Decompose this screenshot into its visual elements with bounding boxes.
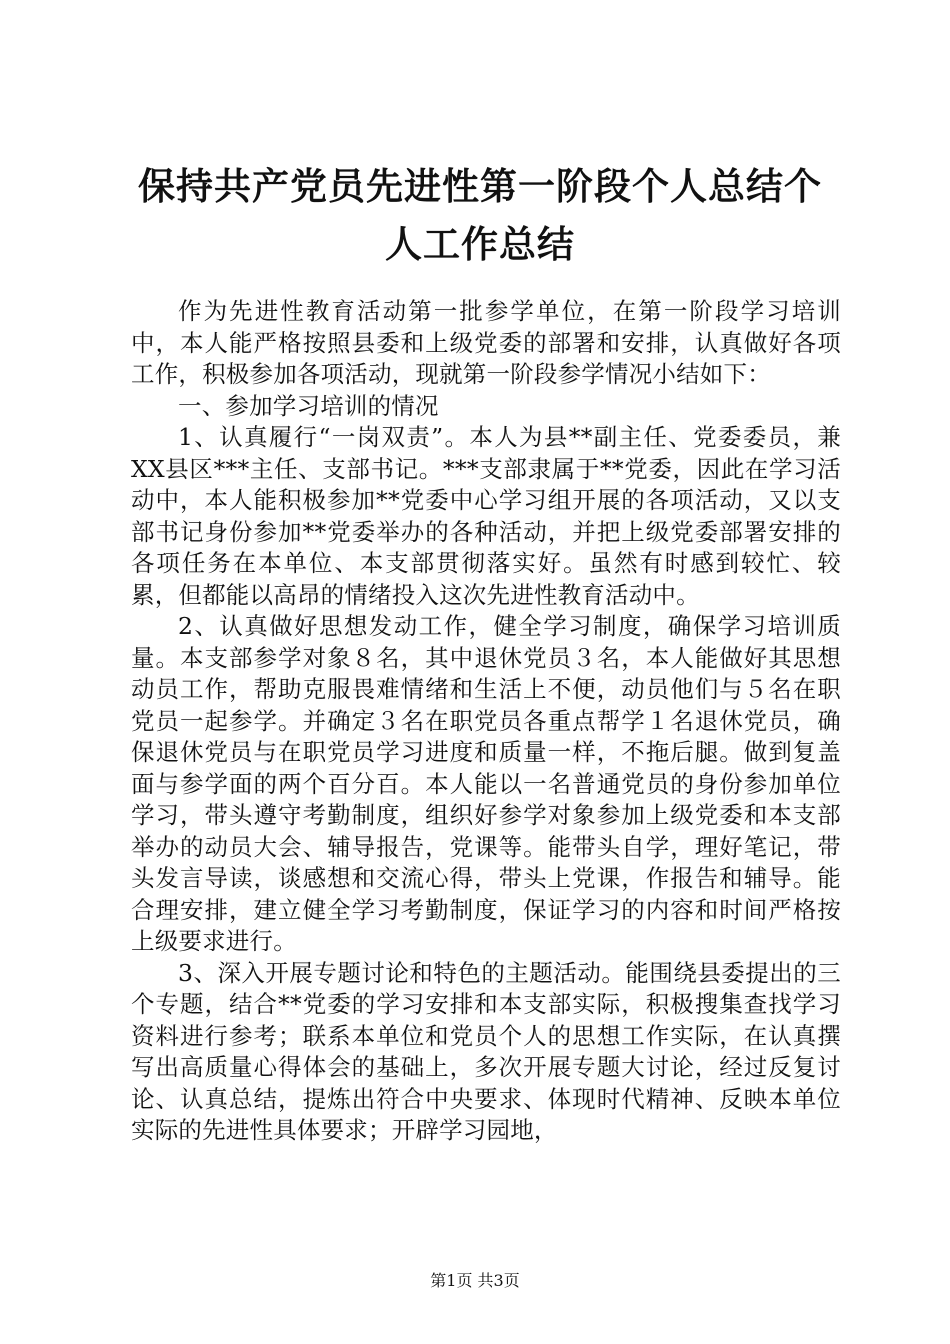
paragraph-item-1: 1、认真履行“一岗双责”。本人为县**副主任、党委委员，兼XX县区***主任、支部书记。***支部隶属于**党委，因此在学习活动中，本人能积极参加**党委中心学习组开展的各项活动，又以支部书记身份参加**党委举办的各种活动，并把上级党委部署安排的各项任务在本单位、本支部贯彻落实好。虽然有时感到较忙、较累，但都能以高昂的情绪投入这次先进性教育活动中。 [131, 423, 841, 609]
paragraph-item-3: 3、深入开展专题讨论和特色的主题活动。能围绕县委提出的三个专题，结合**党委的学习安排和本支部实际，积极搜集查找学习资料进行参考；联系本单位和党员个人的思想工作实际，在认真撰写出高质量心得体会的基础上，多次开展专题大讨论，经过反复讨论、认真总结，提炼出符合中央要求、体现时代精神、反映本单位实际的先进性具体要求；开辟学习园地， [131, 958, 841, 1144]
document-body [131, 296, 841, 1147]
paragraph-intro: 作为先进性教育活动第一批参学单位，在第一阶段学习培训中，本人能严格按照县委和上级党委的部署和安排，认真做好各项工作，积极参加各项活动，现就第一阶段参学情况小结如下： [131, 297, 841, 388]
document-title: 保持共产党员先进性第一阶段个人总结个人工作总结 [138, 165, 822, 266]
paragraph-item-2: 2、认真做好思想发动工作，健全学习制度，确保学习培训质量。本支部参学对象８名，其中退休党员３名，本人能做好其思想动员工作，帮助克服畏难情绪和生活上不便，动员他们与５名在职党员一起参学。并确定３名在职党员各重点帮学１名退休党员，确保退休党员与在职党员学习进度和质量一样，不拖后腿。做到复盖面与参学面的两个百分百。本人能以一名普通党员的身份参加单位学习，带头遵守考勤制度，组织好参学对象参加上级党委和本支部举办的动员大会、辅导报告，党课等。能带头自学，理好笔记，带头发言导读，谈感想和交流心得，带头上党课，作报告和辅导。能合理安排，建立健全学习考勤制度，保证学习的内容和时间严格按上级要求进行。 [131, 612, 841, 955]
page-footer: 第1页 共3页 [430, 1271, 520, 1290]
section-heading: 一、参加学习培训的情况 [178, 391, 439, 420]
